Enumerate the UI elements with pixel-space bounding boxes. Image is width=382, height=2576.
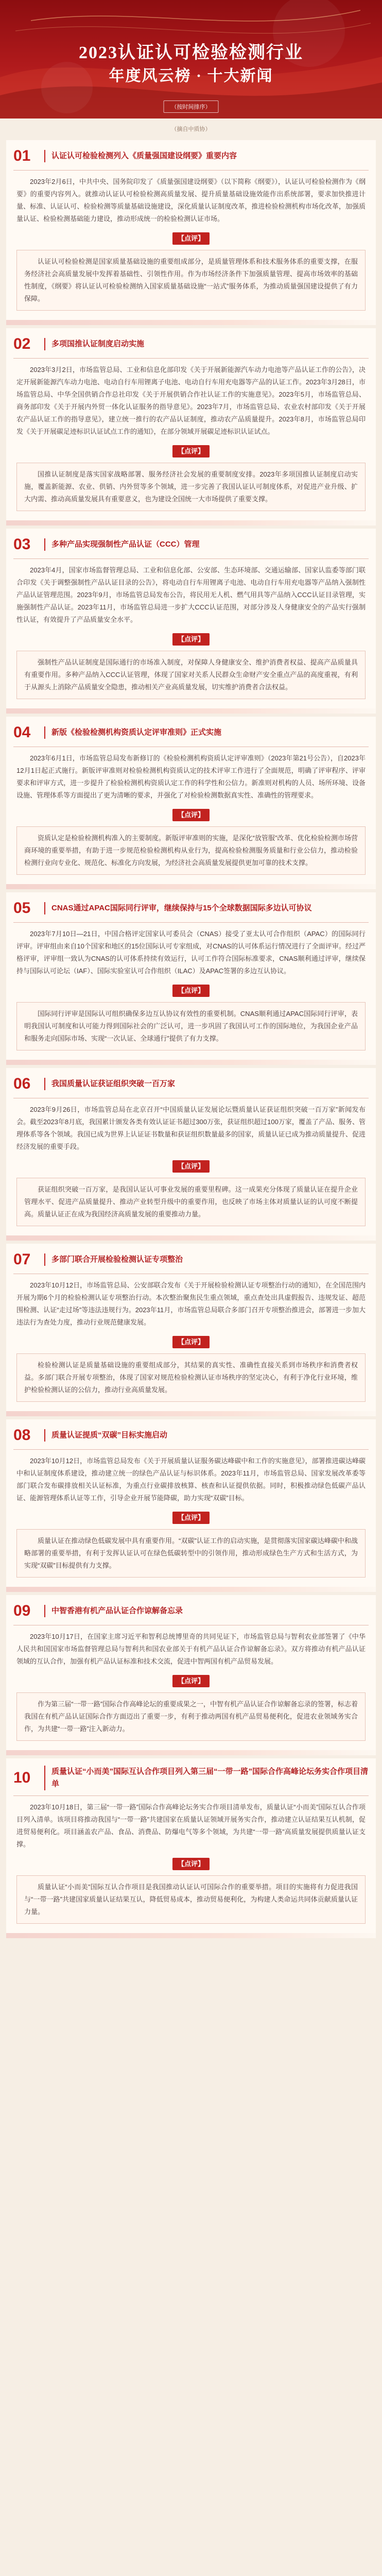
section-footer-bar: [6, 1750, 376, 1755]
section-footer-bar: [6, 320, 376, 325]
comment-label: 【点评】: [172, 445, 210, 457]
comment-label: 【点评】: [172, 1675, 210, 1687]
comment-box: [16, 1002, 366, 1050]
news-body: [6, 171, 376, 320]
comment-box: [16, 1353, 366, 1402]
news-number: 06: [13, 1075, 31, 1092]
news-header: [6, 1244, 376, 1274]
comment-box: [16, 826, 366, 875]
news-number: 05: [13, 900, 31, 917]
comment-label: 【点评】: [172, 1336, 210, 1348]
news-title: 质量认证提质“双碳”目标实施启动: [44, 1429, 369, 1442]
news-header: [6, 1758, 376, 1795]
news-body: [6, 1098, 376, 1235]
comment-paragraph: 作为第三届“一带一路”国际合作高峰论坛的重要成果之一，中智有机产品认证合作谅解备忘录的签署，标志着我国在有机产品认证国际合作方面迈出了重要一步，有利于推动两国有机产品贸易便利化，促进农业领域务实合作，为共建“一带一路”注入新动力。: [24, 1700, 358, 1733]
news-item: [6, 1068, 376, 1241]
news-title: 多种产品实现强制性产品认证（CCC）管理: [44, 538, 369, 551]
comment-box: [16, 463, 366, 511]
comment-paragraph: 质量认证“小而美”国际互认合作项目是我国推动认证认可国际合作的重要举措。项目的实施将有力促进我国与“一带一路”共建国家质量认证结果互认，降低贸易成本，推动贸易便利化，为构建人类命运共同体贡献质量认证力量。: [24, 1883, 358, 1916]
source-note: （摘自中质协）: [171, 126, 211, 132]
news-content: [16, 1455, 366, 1504]
news-item: [6, 328, 376, 526]
comment-label: 【点评】: [172, 1858, 210, 1870]
news-number: 10: [13, 1769, 31, 1786]
section-footer-bar: [6, 708, 376, 714]
news-title: 质量认证“小而美”国际互认合作项目列入第三届“一带一路”国际合作高峰论坛务实合作项目清单: [44, 1766, 369, 1790]
comment-box: [16, 1178, 366, 1226]
section-footer-bar: [6, 520, 376, 526]
news-header: [6, 140, 376, 170]
comment-paragraph: 强制性产品认证制度是国际通行的市场准入制度，对保障人身健康安全、维护消费者权益、提高产品质量具有重要作用。多种产品纳入CCC认证管理，体现了国家对关系人民群众生命财产安全重点产品的高度重视，有利于从源头上消除产品质量安全隐患，推动相关产业高质量发展，切实维护消费者合法权益。: [24, 658, 358, 691]
news-paragraph: 2023年10月17日，在国家主席习近平和智利总统博里奇的共同见证下，市场监管总局与智利农业部签署了《中华人民共和国国家市场监督管理总局与智利共和国农业部关于有机产品认证合作谅解备忘录》。双方将推动有机产品认证领域的互认合作，加强有机产品认证标准和技术交流，促进中智两国有机产品贸易发展。: [16, 1633, 366, 1665]
news-number: 08: [13, 1427, 31, 1444]
news-paragraph: 2023年10月18日，第三届“一带一路”国际合作高峰论坛务实合作项目清单发布，质量认证“小而美”国际互认合作项目列入清单。该项目将推动我国与“一带一路”共建国家在质量认证领域开展务实合作，推动建立认证结果互认机制，促进贸易便利化。项目涵盖农产品、食品、消费品、防爆电气等多个领域，为共建“一带一路”高质量发展提供质量认证支撑。: [16, 1803, 366, 1848]
section-footer-bar: [6, 884, 376, 889]
news-title: 新版《检验检测机构资质认定评审准则》正式实施: [44, 726, 369, 739]
news-number: 03: [13, 536, 31, 553]
comment-box: [16, 1692, 366, 1741]
news-title: 我国质量认证获证组织突破一百万家: [44, 1078, 369, 1090]
news-body: [6, 359, 376, 520]
news-body: [6, 1625, 376, 1750]
news-item: [6, 529, 376, 714]
news-content: [16, 928, 366, 977]
news-number: 01: [13, 147, 31, 164]
news-paragraph: 2023年4月，国家市场监督管理总局、工业和信息化部、公安部、生态环境部、交通运输部、国家认监委等部门联合印发《关于调整强制性产品认证目录的公告》，将电动自行车用锂离子电池、电动自行车用充电器等产品纳入强制性产品认证管理范围。2023年9月，市场监管总局发布公告，将民用无人机、燃气用具等产品纳入CCC认证目录管理，实施强制性产品认证。2023年11月，市场监管总局进一步扩大CCC认证范围，对部分涉及人身健康安全的产品实行强制性认证，有效提升了产品质量安全水平。: [16, 566, 366, 623]
news-list: [0, 140, 382, 1938]
news-header: [6, 717, 376, 747]
page-title-line1: 2023认证认可检验检测行业: [79, 43, 303, 62]
comment-paragraph: 质量认证在推动绿色低碳发展中具有重要作用。“双碳”认证工作的启动实施，是贯彻落实国家碳达峰碳中和战略部署的重要举措，有利于发挥认证认可在绿色低碳转型中的引领作用，推动形成绿色生产方式和生活方式，为实现“双碳”目标提供有力支撑。: [24, 1537, 358, 1569]
comment-paragraph: 认证认可检验检测是国家质量基础设施的重要组成部分，是质量管理体系和技术服务体系的重要支撑，在服务经济社会高质量发展中发挥着基础性、引领性作用。作为市场经济条件下加强质量管理、提高市场效率的基础性制度，《纲要》将认证认可检验检测纳入国家质量基础设施“一站式”服务体系，为推动质量强国建设提供了有力保障。: [24, 258, 358, 302]
news-number: 02: [13, 335, 31, 352]
news-item: [6, 1758, 376, 1938]
news-content: [16, 564, 366, 626]
news-item: [6, 1595, 376, 1755]
page-subtitle: （按时间排序）: [164, 100, 219, 113]
header-banner: [0, 0, 382, 118]
news-title: 认证认可检验检测列入《质量强国建设纲要》重要内容: [44, 150, 369, 162]
section-footer-bar: [6, 1060, 376, 1065]
comment-paragraph: 获证组织突破一百万家，是我国认证认可事业发展的重要里程碑。这一成果充分体现了质量认证在提升企业管理水平、促进产品质量提升、推动产业转型升级中的重要作用，也反映了市场主体对质量认证的认可度不断提高。质量认证正在成为我国经济高质量发展的重要推动力量。: [24, 1185, 358, 1218]
news-content: [16, 176, 366, 225]
news-content: [16, 364, 366, 438]
news-header: [6, 529, 376, 558]
news-header: [6, 1419, 376, 1449]
comment-paragraph: 检验检测认证是质量基础设施的重要组成部分，其结果的真实性、准确性直接关系到市场秩序和消费者权益。多部门联合开展专项整治，体现了国家对规范检验检测认证市场秩序的坚定决心，有利于净化行业环境，维护检验检测认证的公信力，推动行业高质量发展。: [24, 1361, 358, 1394]
news-content: [16, 752, 366, 802]
comment-label: 【点评】: [172, 633, 210, 646]
news-number: 09: [13, 1602, 31, 1619]
news-paragraph: 2023年10月12日，市场监管总局发布《关于开展质量认证服务碳达峰碳中和工作的实施意见》，部署推进碳达峰碳中和认证制度体系建设，推动建立统一的绿色产品认证与标识体系。2023年11月，市场监管总局、国家发展改革委等部门联合发布碳排放相关认证标准，为重点行业碳排放核算、核查和认证提供依据。同时，积极推动绿色低碳产品认证、能源管理体系认证等工作，引导企业开展节能降碳，助力实现“双碳”目标。: [16, 1457, 366, 1502]
news-content: [16, 1279, 366, 1329]
news-paragraph: 2023年6月1日，市场监管总局发布新修订的《检验检测机构资质认定评审准则》（2023年第21号公告），自2023年12月1日起正式施行。新版评审准则对检验检测机构资质认定的技术评审工作进行了全面规范，明确了评审程序、评审要求和评审方式，进一步提升了检验检测机构资质认定工作的科学性和公信力。新准则对机构的人员、场所环境、设备设施、管理体系等方面提出了更为清晰的要求，并强化了对检验检测数据真实性、准确性的管理要求。: [16, 754, 366, 799]
comment-label: 【点评】: [172, 1160, 210, 1173]
comment-box: [16, 1875, 366, 1924]
page-title: [0, 41, 382, 88]
news-paragraph: 2023年9月26日，市场监管总局在北京召开“中国质量认证发展论坛暨质量认证获证组织突破一百万家”新闻发布会。截至2023年8月底，我国累计颁发各类有效认证证书超过300万张，获证组织超过100万家，覆盖了产品、服务、管理体系等各个领域。我国已成为世界上认证证书数量和获证组织数量最多的国家，质量认证已成为推动质量提升、促进经济发展的重要手段。: [16, 1106, 366, 1150]
news-number: 04: [13, 724, 31, 741]
comment-paragraph: 资质认定是检验检测机构准入的主要制度。新版评审准则的实施，是深化“放管服”改革、优化检验检测市场营商环境的重要举措，有助于进一步规范检验检测机构从业行为，提高检验检测服务质量和行业公信力，推动检验检测行业向专业化、规范化、标准化方向发展，为经济社会高质量发展提供更加可靠的技术支撑。: [24, 834, 358, 867]
comment-paragraph: 国际同行评审是国际认可组织确保多边互认协议有效性的重要机制。CNAS顺利通过APAC国际同行评审，表明我国认可制度和认可能力得到国际社会的广泛认可，进一步巩固了我国认可工作的国际地位，为我国企业产品和服务走向国际市场、实现“一次认证、全球通行”提供了有力支撑。: [24, 1010, 358, 1042]
news-item: [6, 717, 376, 889]
comment-label: 【点评】: [172, 809, 210, 821]
news-item: [6, 140, 376, 325]
news-item: [6, 892, 376, 1065]
section-footer-bar: [6, 1933, 376, 1938]
comment-box: [16, 1529, 366, 1578]
news-header: [6, 892, 376, 922]
news-header: [6, 1595, 376, 1625]
comment-label: 【点评】: [172, 232, 210, 245]
section-footer-bar: [6, 1235, 376, 1241]
comment-box: [16, 250, 366, 311]
news-number: 07: [13, 1251, 31, 1268]
comment-paragraph: 国推认证制度是落实国家战略部署、服务经济社会发展的重要制度安排。2023年多项国推认证制度启动实施，覆盖新能源、农业、供销、内外贸等多个领域，进一步完善了我国认证认可制度体系，对促进产业升级、扩大内需、推动高质量发展具有重要意义，也为建设全国统一大市场提供了重要支撑。: [24, 470, 358, 503]
news-body: [6, 747, 376, 884]
news-body: [6, 1274, 376, 1411]
section-footer-bar: [6, 1587, 376, 1592]
news-title: CNAS通过APAC国际同行评审，继续保持与15个全球数据国际多边认可协议: [44, 902, 369, 914]
news-header: [6, 328, 376, 358]
comment-box: [16, 651, 366, 699]
news-body: [6, 1796, 376, 1933]
news-title: 多部门联合开展检验检测认证专项整治: [44, 1253, 369, 1266]
comment-label: 【点评】: [172, 985, 210, 997]
news-title: 多项国推认证制度启动实施: [44, 338, 369, 350]
section-footer-bar: [6, 1411, 376, 1416]
news-content: [16, 1801, 366, 1851]
comment-label: 【点评】: [172, 1512, 210, 1524]
page-title-line2: 年度风云榜 · 十大新闻: [109, 67, 273, 84]
news-item: [6, 1244, 376, 1416]
news-paragraph: 2023年10月12日，市场监管总局、公安部联合发布《关于开展检验检测认证专项整治行动的通知》，在全国范围内开展为期6个月的检验检测认证专项整治行动。本次整治聚焦民生重点领域，重点查处出具虚假报告、违规发证、超范围检测、认证“走过场”等违法违规行为。2023年11月，市场监管总局联合多部门召开专项整治推进会，部署进一步加大违法行为查处力度，推动行业规范健康发展。: [16, 1281, 366, 1326]
news-body: [6, 923, 376, 1060]
news-title: 中智香港有机产品认证合作谅解备忘录: [44, 1605, 369, 1617]
news-body: [6, 1450, 376, 1587]
news-item: [6, 1419, 376, 1592]
news-paragraph: 2023年2月6日，中共中央、国务院印发了《质量强国建设纲要》（以下简称《纲要》），认证认可检验检测作为《纲要》的重要内容列入。就推动认证认可检验检测高质量发展、提升质量基础设施效能作出系统部署，要求加快推进计量、标准、认证认可、检验检测等质量基础设施建设，深化质量认证制度改革，推进检验检测机构市场化改革，加强质量认证、检验检测基础能力建设，推动形成统一的检验检测认证市场。: [16, 178, 366, 223]
news-body: [6, 559, 376, 708]
news-content: [16, 1104, 366, 1153]
news-content: [16, 1631, 366, 1668]
news-paragraph: 2023年7月10日—21日，中国合格评定国家认可委员会（CNAS）接受了亚太认可合作组织（APAC）的国际同行评审。评审组由来自10个国家和地区的15位国际认可专家组成，对CNAS的认可体系运行情况进行了全面评审。经过严格评审，评审组一致认为CNAS的认可体系持续有效运行，认可工作符合国际标准要求，CNAS顺利通过评审，继续保持与国际认可论坛（IAF）、国际实验室认可合作组织（ILAC）及APAC签署的多边互认协议。: [16, 930, 366, 975]
news-header: [6, 1068, 376, 1098]
news-paragraph: 2023年3月2日，市场监管总局、工业和信息化部印发《关于开展新能源汽车动力电池等产品认证工作的公告》，决定开展新能源汽车动力电池、电动自行车用锂离子电池、电动自行车用充电器等产品的认证工作。2023年3月28日，市场监管总局、中华全国供销合作总社印发《关于开展供销合作社认证工作的实施意见》。2023年5月，市场监管总局、商务部印发《关于开展内外贸一体化认证服务的指导意见》。2023年7月，市场监管总局、农业农村部印发《关于开展农产品认证工作的指导意见》，建立统一推行的农产品认证制度，推动农产品质量提升。2023年8月，市场监管总局印发《关于开展碳足迹标识认证试点工作的通知》，在部分领域开展碳足迹标识认证试点。: [16, 366, 366, 435]
